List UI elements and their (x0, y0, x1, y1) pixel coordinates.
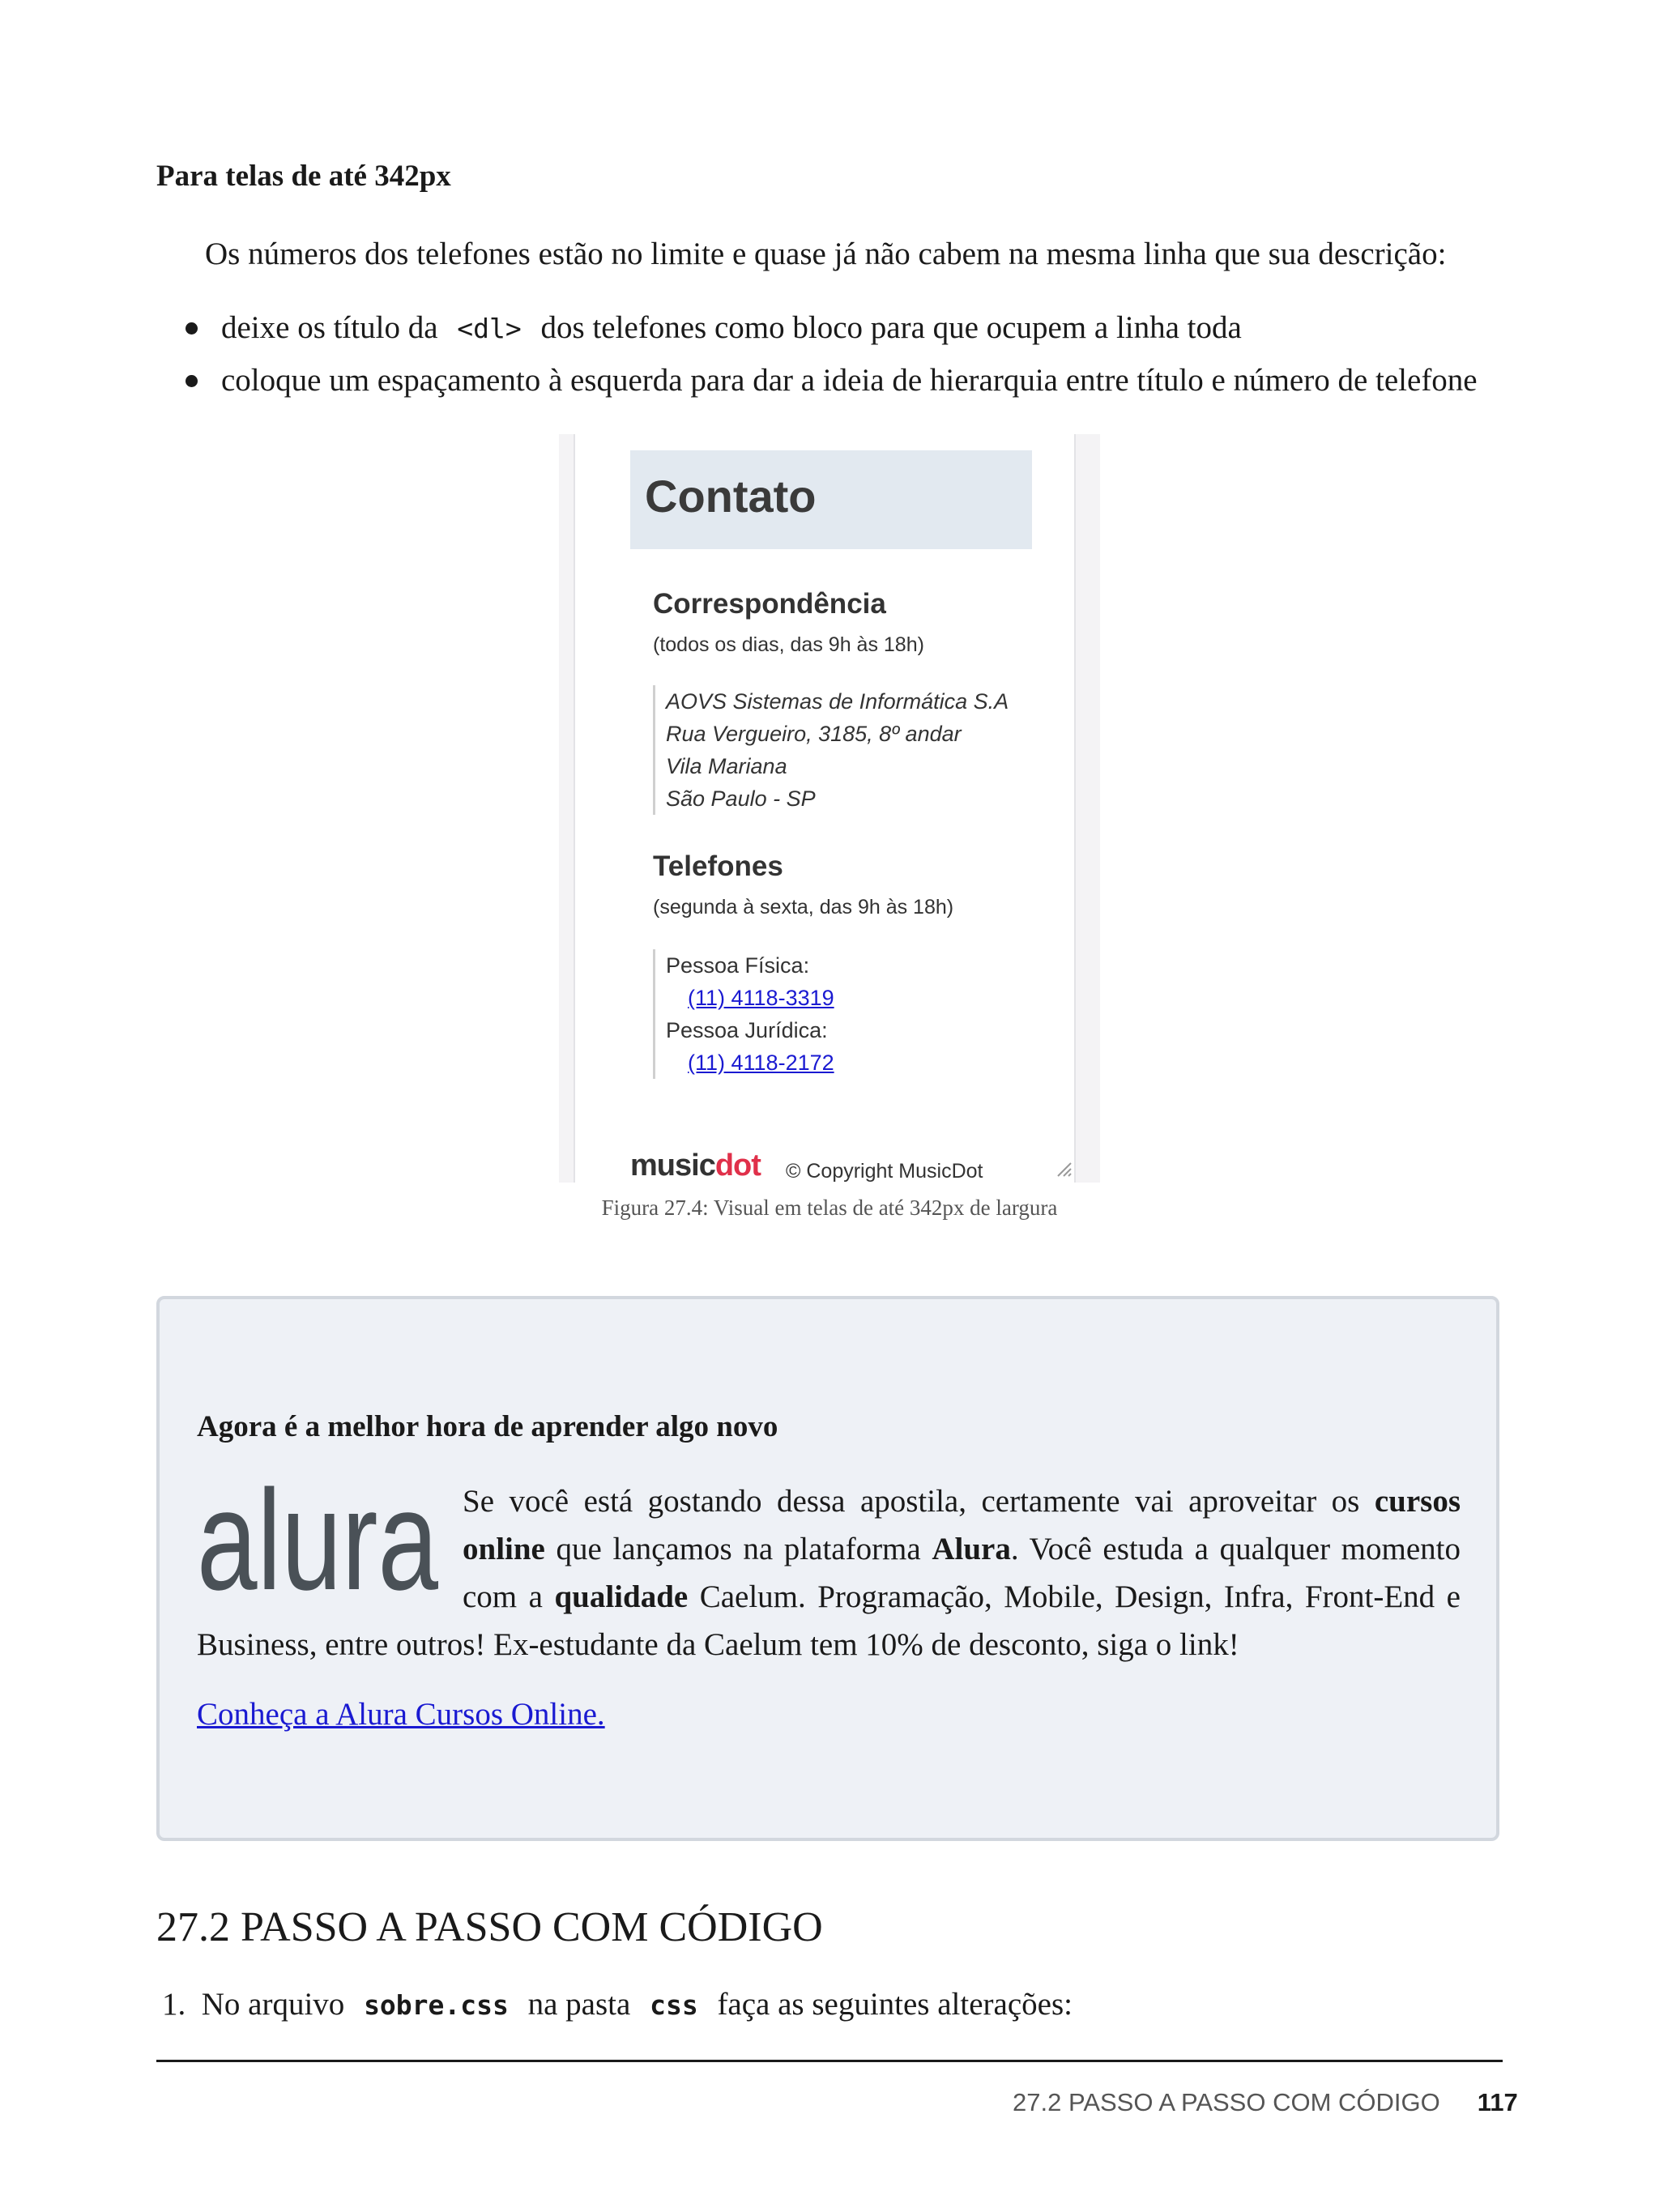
promo-bold: cursos online (463, 1484, 1461, 1566)
promo-bold: qualidade (554, 1579, 689, 1614)
site-footer (630, 1149, 1068, 1183)
resize-handle-icon[interactable] (1055, 1160, 1073, 1178)
page-number: 117 (1477, 2088, 1518, 2116)
contato-header (630, 450, 1032, 549)
intro-paragraph: Os números dos telefones estão no limite e quase já não cabem na mesma linha que sua descrição: (205, 237, 1447, 271)
step-text: faça as seguintes alterações: (717, 1987, 1073, 2022)
copyright-text: © Copyright MusicDot (786, 1160, 983, 1183)
alura-link[interactable]: Conheça a Alura Cursos Online. (197, 1697, 605, 1732)
bullet-text: dos telefones como bloco para que ocupem a linha toda (540, 310, 1242, 345)
folder-name: css (650, 1989, 698, 2021)
phone-list (653, 949, 834, 1079)
phone-label: Pessoa Jurídica: (666, 1018, 828, 1042)
mobile-viewport (574, 434, 1076, 1183)
promo-text (197, 1477, 1461, 1669)
correspondence-heading: Correspondência (653, 588, 886, 620)
musicdot-logo (630, 1149, 761, 1183)
alura-logo-icon (197, 1484, 440, 1605)
promo-text-part: Se você está gostando dessa apostila, certamente vai aproveitar os (463, 1484, 1375, 1519)
address-line: São Paulo - SP (666, 786, 816, 811)
bullet-text: coloque um espaçamento à esquerda para dar a ideia de hierarquia entre título e número de telefone (221, 363, 1478, 398)
promo-box (156, 1296, 1499, 1841)
phone-link[interactable]: (11) 4118-3319 (688, 986, 834, 1010)
inline-code: <dl> (457, 313, 522, 344)
address-block (653, 685, 1009, 815)
promo-text-part: Caelum. Programação, Mobile, Design, Infra, Front-End e Business, entre outros! Ex-estudante da Caelum tem 10% de desconto, siga o link! (197, 1579, 1461, 1662)
address-line: AOVS Sistemas de Informática S.A (666, 689, 1009, 714)
address-line: Rua Vergueiro, 3185, 8º andar (666, 722, 962, 746)
figure-caption: Figura 27.4: Visual em telas de até 342px de largura (601, 1196, 1058, 1220)
list-item (156, 301, 1478, 354)
promo-bold: Alura (932, 1532, 1011, 1566)
phones-hours: (segunda à sexta, das 9h às 18h) (653, 896, 954, 918)
section-title: 27.2 PASSO A PASSO COM CÓDIGO (156, 1904, 823, 1950)
list-item (156, 354, 1478, 407)
logo-accent: dot (714, 1149, 761, 1183)
bullet-text: deixe os título da (221, 310, 438, 345)
bullet-list (156, 301, 1478, 407)
promo-title: Agora é a melhor hora de aprender algo novo (197, 1410, 778, 1443)
figure-screenshot (559, 434, 1100, 1183)
step-text: na pasta (527, 1987, 631, 2022)
step-text: No arquivo (201, 1987, 345, 2022)
page-title: Contato (645, 471, 817, 522)
phone-label: Pessoa Física: (666, 953, 810, 978)
promo-text-part: . Você estuda a qualquer momento com a (463, 1532, 1461, 1614)
promo-text-part: que lançamos na plataforma (544, 1532, 932, 1566)
step-number: 1. (162, 1987, 186, 2022)
subsection-heading: Para telas de até 342px (156, 160, 451, 193)
correspondence-hours: (todos os dias, das 9h às 18h) (653, 633, 924, 656)
address-line: Vila Mariana (666, 754, 787, 778)
logo-text: music (630, 1149, 715, 1183)
footer-section: 27.2 PASSO A PASSO COM CÓDIGO (1013, 2088, 1440, 2116)
phones-heading: Telefones (653, 850, 783, 882)
phone-link[interactable]: (11) 4118-2172 (688, 1051, 834, 1075)
footer-divider (156, 2060, 1503, 2062)
page-footer (1013, 2088, 1518, 2117)
file-name: sobre.css (364, 1989, 509, 2021)
svg-text:alura: alura (197, 1484, 439, 1605)
step-item (162, 1980, 1073, 2030)
